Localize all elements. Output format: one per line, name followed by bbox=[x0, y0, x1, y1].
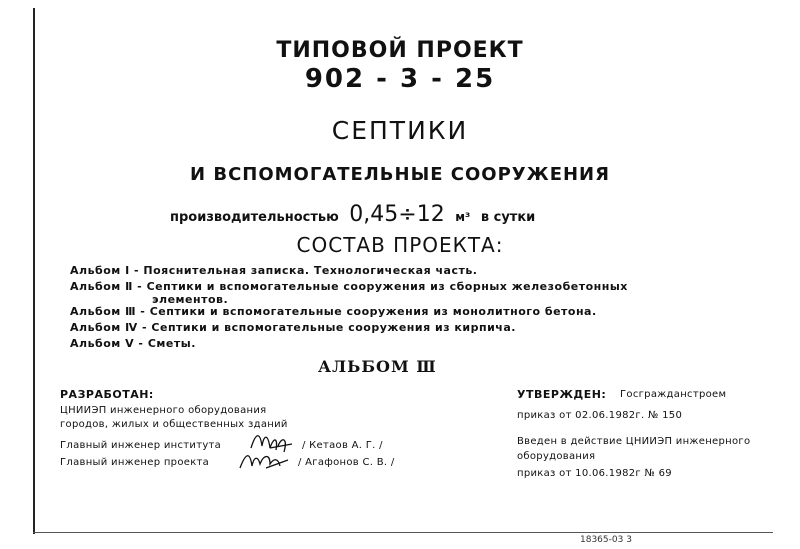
frame-bottom-border bbox=[33, 532, 773, 533]
capacity-unit: м³ bbox=[455, 210, 471, 224]
album-label: Альбом Ⅳ - bbox=[70, 321, 148, 334]
capacity-suffix: в сутки bbox=[480, 210, 536, 225]
album-list-item bbox=[70, 337, 196, 350]
album-label: Альбом Ⅴ - bbox=[70, 337, 144, 350]
footer-stamp: 18365-03 3 bbox=[580, 535, 632, 545]
album-text: Септики и вспомогательные сооружения из кирпича. bbox=[151, 321, 516, 334]
signature-mark bbox=[236, 446, 296, 474]
capacity-value: 0,45÷12 bbox=[349, 202, 445, 227]
album-label: Альбом Ⅱ - bbox=[70, 280, 143, 293]
document-subtitle: И ВСПОМОГАТЕЛЬНЫЕ СООРУЖЕНИЯ bbox=[190, 164, 610, 185]
chief-project-name: / Агафонов С. В. / bbox=[298, 457, 395, 468]
contents-heading: СОСТАВ ПРОЕКТА: bbox=[296, 233, 504, 257]
capacity-prefix: производительностью bbox=[170, 210, 339, 225]
developer-label: РАЗРАБОТАН: bbox=[60, 388, 154, 401]
chief-institute-name: / Кетаов А. Г. / bbox=[302, 440, 383, 451]
enacted-line1: Введен в действие ЦНИИЭП инженерного bbox=[517, 436, 751, 447]
enacted-order: приказ от 10.06.1982г № 69 bbox=[517, 468, 672, 479]
document-title: СЕПТИКИ bbox=[331, 116, 469, 145]
album-label: Альбом Ⅲ - bbox=[70, 305, 146, 318]
chief-project-role: Главный инженер проекта bbox=[60, 457, 210, 468]
current-album-label: АЛЬБОМ Ⅲ bbox=[318, 357, 437, 376]
approved-label: УТВЕРЖДЕН: bbox=[517, 388, 607, 401]
album-text: Септики и вспомогательные сооружения из монолитного бетона. bbox=[149, 305, 597, 318]
project-type-heading: ТИПОВОЙ ПРОЕКТ bbox=[276, 38, 524, 63]
developer-org-line2: городов, жилых и общественных зданий bbox=[60, 419, 288, 430]
project-number: 902 - 3 - 25 bbox=[304, 64, 496, 94]
capacity-line bbox=[170, 202, 535, 227]
album-text: Сметы. bbox=[147, 337, 196, 350]
album-label: Альбом Ⅰ - bbox=[70, 264, 140, 277]
album-text-continuation: элементов. bbox=[152, 293, 229, 306]
developer-org-line1: ЦНИИЭП инженерного оборудования bbox=[60, 405, 267, 416]
album-text: Септики и вспомогательные сооружения из сборных железобетонных bbox=[146, 280, 628, 293]
album-list-item bbox=[70, 321, 516, 334]
album-list-item bbox=[70, 305, 597, 318]
album-text: Пояснительная записка. Технологическая часть. bbox=[143, 264, 478, 277]
approved-order: приказ от 02.06.1982г. № 150 bbox=[517, 410, 683, 421]
album-list-item bbox=[70, 280, 628, 293]
approved-by: Госгражданстроем bbox=[620, 389, 727, 400]
album-list-item bbox=[70, 264, 477, 277]
chief-institute-role: Главный инженер института bbox=[60, 440, 222, 451]
enacted-line2: оборудования bbox=[517, 451, 596, 462]
